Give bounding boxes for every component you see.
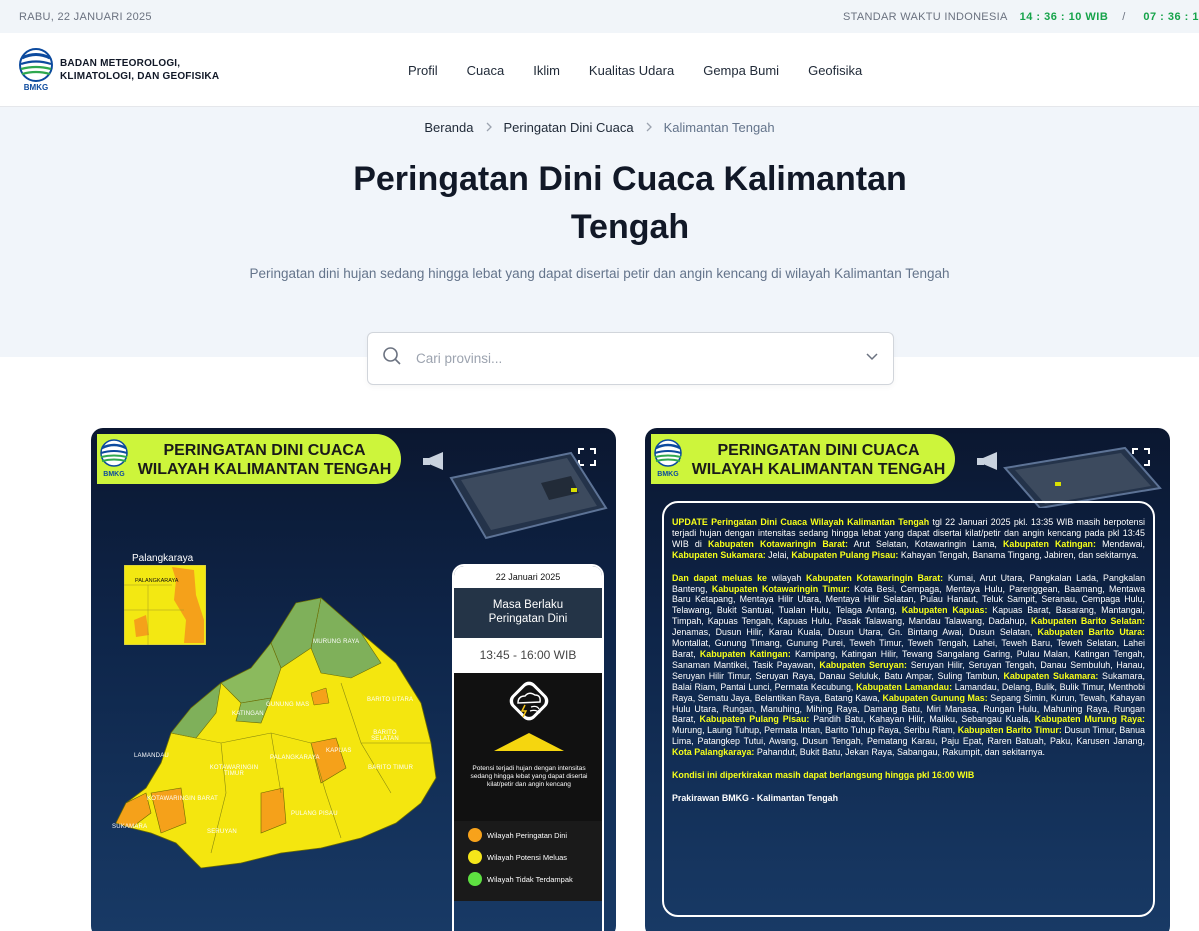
validity-line-2: Peringatan Dini xyxy=(488,613,568,625)
logo-line-2: KLIMATOLOGI, DAN GEOFISIKA xyxy=(60,70,220,82)
chevron-right-icon xyxy=(484,119,494,135)
map-label: SERUYAN xyxy=(207,829,237,835)
card-title-line-1: PERINGATAN DINI CUACA xyxy=(163,442,366,459)
bulletin-region: Dan dapat meluas ke xyxy=(672,572,767,583)
bulletin-text: Jenamas, Dusun Hilir, Karau Kuala, Dusun Utara, Gn. Bintang Awai, Dusun Selatan, xyxy=(672,627,1038,638)
inset-title: Palangkaraya xyxy=(132,553,194,564)
legend-swatch xyxy=(468,872,482,886)
legend-label: Wilayah Peringatan Dini xyxy=(487,830,568,840)
svg-text:PALANGKARAYA: PALANGKARAYA xyxy=(135,578,179,584)
bulletin-text: Mendawai, xyxy=(1095,538,1145,549)
validity-line-1: Masa Berlaku xyxy=(492,599,564,611)
bulletin-signature: Prakirawan BMKG - Kalimantan Tengah xyxy=(672,792,839,803)
map-label: SUKAMARA xyxy=(112,824,148,830)
bulletin-region: UPDATE Peringatan Dini Cuaca Wilayah Kalimantan Tengah xyxy=(672,517,930,527)
bulletin-text: Dusun Timur, Banua Lima, Patangkep Tutui, Awang, Dusun Tengah, Pematang Karau, Paju Epat, Raren Batuah, Paku, Karusen Janang, xyxy=(672,725,1145,747)
map-label: MURUNG RAYA xyxy=(313,639,360,645)
bulletin-text: Montallat, Gunung Timang, Gunung Purei, Teweh Timur, Teweh Tengah, Lahei, Teweh Baru, Teweh Selatan, Lahei Barat, xyxy=(672,638,1145,659)
card-title-banner xyxy=(651,434,955,484)
chevron-down-icon[interactable] xyxy=(865,349,879,368)
bulletin-region: Kabupaten Katingan: xyxy=(699,648,791,659)
bmkg-logo-icon xyxy=(99,439,129,479)
bulletin-region: Kabupaten Kotawaringin Barat: xyxy=(806,572,944,583)
card-title-banner xyxy=(97,434,401,484)
map-label: KOTAWARINGIN TIMUR xyxy=(209,765,259,777)
storm-warning-icon xyxy=(484,681,574,761)
breadcrumb-beranda[interactable]: Beranda xyxy=(424,119,474,135)
map-label: GUNUNG MAS xyxy=(266,702,310,708)
logo-line-1: BADAN METEOROLOGI, xyxy=(60,57,181,69)
bulletin-region: Kabupaten Pulang Pisau: xyxy=(791,549,899,560)
hazard-description: Potensi terjadi hujan dengan intensitas sedang hingga lebat yang dapat disertai kilat/petir dan angin kencang xyxy=(470,765,588,789)
map-label: KOTAWARINGIN BARAT xyxy=(147,796,218,802)
legend-item xyxy=(468,849,602,865)
bulletin-region: Kabupaten Barito Timur: xyxy=(957,725,1062,736)
site-header xyxy=(0,33,1199,107)
main-nav xyxy=(408,33,862,107)
nav-kualitas-udara[interactable]: Kualitas Udara xyxy=(588,62,675,78)
bulletin-region: Kabupaten Murung Raya: xyxy=(1034,714,1145,725)
legend-swatch xyxy=(468,850,482,864)
bulletin-region: Kabupaten Sukamara: xyxy=(1003,670,1099,681)
svg-text:BMKG: BMKG xyxy=(23,82,49,92)
bulletin-text: Pandih Batu, Kahayan Hilir, Maliku, Sebangau Kuala, xyxy=(809,714,1035,725)
bulletin-text: Sepang Simin, Kurun, Tewah, Kahayan Hulu Utara, Rungan, Manuhing, Mihing Raya, Damang Batu, Miri Manasa, Rungan Hulu, Mahuning Raya, Rungan Barat, xyxy=(672,692,1145,725)
map-label: PULANG PISAU xyxy=(291,811,338,817)
bulletin-text: Kahayan Tengah, Banama Tingang, Jabiren, dan sekitarnya. xyxy=(898,549,1139,560)
bulletin-region: Kota Palangkaraya: xyxy=(672,747,755,758)
validity-time: 13:45 - 16:00 WIB xyxy=(454,638,602,673)
bulletin-region: Kabupaten Lamandau: xyxy=(856,681,953,692)
warning-map-card xyxy=(91,428,616,931)
bulletin-region: Kabupaten Kotawaringin Barat: xyxy=(707,538,848,549)
bulletin-paragraph-3: Kondisi ini diperkirakan masih dapat berlangsung hingga pkl 16:00 WIB xyxy=(672,770,975,781)
bulletin-region: Kabupaten Barito Utara: xyxy=(1037,627,1145,638)
map-label: KAPUAS xyxy=(326,748,352,754)
weather-hazard-box xyxy=(454,673,602,821)
bulletin-text: Kota Besi, Cempaga, Mentaya Hulu, Parenggean, Baamang, Mentawa Baru Ketapang, Mentaya Hilir Utara, Mentaya Hilir Selatan, Pulau Hanaut, Teluk Sampit, Seranau, Cempaga Hulu, Telawang, Bukit Santuai, Tualan Hulu, Telaga Antang, xyxy=(672,583,1146,616)
map-label: BARITO UTARA xyxy=(367,697,414,703)
clock-area xyxy=(843,11,1199,23)
logo-text xyxy=(60,57,219,83)
bulletin-region: Kabupaten Katingan: xyxy=(1003,538,1096,549)
legend-swatch xyxy=(468,828,482,842)
province-search[interactable] xyxy=(367,332,894,385)
clock-separator: / xyxy=(1122,10,1126,23)
tablet-illustration xyxy=(421,438,611,558)
bulletin-text: Jelai, xyxy=(765,549,792,560)
chevron-right-icon xyxy=(644,119,654,135)
nav-gempa-bumi[interactable]: Gempa Bumi xyxy=(703,62,780,78)
bulletin-text: Lamandau, Delang, Bulik, Bulik Timur, Menthobi Raya, Sematu Jaya, Belantikan Raya, Batang Kawa, xyxy=(672,681,1146,703)
bulletin-text: Pahandut, Bukit Batu, Jekan Raya, Sabangau, Rakumpit, dan sekitarnya. xyxy=(754,747,1045,758)
svg-text:BMKG: BMKG xyxy=(657,471,679,478)
timezone-label: STANDAR WAKTU INDONESIA xyxy=(843,10,1008,23)
bmkg-logo-icon xyxy=(19,48,53,92)
nav-profil[interactable]: Profil xyxy=(408,62,438,78)
map-legend xyxy=(454,821,602,901)
bulletin-text: Murung, Laung Tuhup, Permata Intan, Barito Tuhup Raya, Seribu Riam, xyxy=(672,725,958,736)
bulletin-text: Kamipang, Katingan Hilir, Tewang Sangalang Garing, Pulau Malan, Katingan Tengah, Sanaman Mantikei, Tasik Payawan, xyxy=(672,648,1145,670)
bulletin-region: Kabupaten Sukamara: xyxy=(672,549,766,560)
top-bar xyxy=(0,0,1199,33)
bulletin-text: Kumai, Arut Utara, Pangkalan Lada, Pangkalan Banteng, xyxy=(672,572,1145,594)
card-title-line-2: WILAYAH KALIMANTAN TENGAH xyxy=(691,461,946,478)
bulletin-text: Sukamara, Balai Riam, Pantai Lunci, Permata Kecubung, xyxy=(672,670,1145,692)
bulletin-text: Seruyan Hilir, Seruyan Tengah, Danau Sembuluh, Hanau, Seruyan Hilir Timur, Seruyan Raya, Danau Seluluk, Batu Ampar, Suling Tambun, xyxy=(672,659,1146,681)
bmkg-logo-icon xyxy=(653,439,683,479)
map-label: BARITO TIMUR xyxy=(368,765,414,771)
bmkg-logo-link[interactable] xyxy=(19,48,219,92)
bulletin-text: Arut Selatan, Kotawaringin Lama, xyxy=(847,538,1004,549)
bulletin-region: Kabupaten Barito Selatan: xyxy=(1030,616,1145,627)
clock-utc: 07 : 36 : 1 xyxy=(1143,10,1199,23)
card-title xyxy=(137,441,392,479)
legend-item xyxy=(468,871,602,887)
bulletin-paragraph-2 xyxy=(672,573,1145,758)
nav-iklim[interactable]: Iklim xyxy=(533,62,560,78)
clock-wib: 14 : 36 : 10 WIB xyxy=(1019,10,1109,23)
bulletin-region: Kabupaten Kotawaringin Timur: xyxy=(711,583,850,594)
legend-label: Wilayah Tidak Terdampak xyxy=(487,874,573,884)
page-title: Peringatan Dini Cuaca Kalimantan Tengah xyxy=(353,160,907,246)
map-label: PALANGKARAYA xyxy=(270,755,320,761)
page-subtitle: Peringatan dini hujan sedang hingga lebat yang dapat disertai petir dan angin kencang di wilayah Kalimantan Tengah xyxy=(249,266,950,281)
bulletin-region: Kabupaten Seruyan: xyxy=(819,659,907,670)
card-title xyxy=(691,441,946,479)
bulletin-text: Kapuas Barat, Basarang, Mantangai, Timpah, Kapuas Tengah, Kapuas Hulu, Pasak Talawang, Mandau Talawang, Dadahup, xyxy=(672,605,1146,627)
breadcrumb xyxy=(0,119,1199,135)
breadcrumb-current: Kalimantan Tengah xyxy=(663,119,775,135)
validity-heading xyxy=(454,588,602,638)
bulletin-region: Kabupaten Kapuas: xyxy=(901,605,988,616)
bulletin-text: wilayah xyxy=(767,572,806,583)
bulletin-paragraph-1 xyxy=(672,517,1145,561)
map-label: BARITO SELATAN xyxy=(371,730,399,742)
bulletin-text: tgl 22 Januari 2025 pkl. 13:35 WIB masih berpotensi terjadi hujan dengan intensitas sedang hingga lebat yang dapat disertai kilat/petir dan angin kencang pada pkl 13:45 WIB di xyxy=(672,517,1145,549)
bulletin-region: Kabupaten Gunung Mas: xyxy=(882,692,988,703)
card-title-line-1: PERINGATAN DINI CUACA xyxy=(717,442,920,459)
legend-item xyxy=(468,827,602,843)
nav-geofisika[interactable]: Geofisika xyxy=(808,62,863,78)
legend-label: Wilayah Potensi Meluas xyxy=(487,852,568,862)
nav-cuaca[interactable]: Cuaca xyxy=(466,62,505,78)
bulletin-region: Kabupaten Pulang Pisau: xyxy=(699,714,810,725)
svg-text:BMKG: BMKG xyxy=(103,471,125,478)
hero-section xyxy=(0,107,1199,357)
current-date: RABU, 22 JANUARI 2025 xyxy=(19,10,152,23)
map-label: KATINGAN xyxy=(232,711,264,717)
warning-date: 22 Januari 2025 xyxy=(454,566,602,588)
search-icon xyxy=(382,346,402,371)
search-input[interactable] xyxy=(416,351,865,366)
validity-panel xyxy=(452,564,604,931)
map-label: LAMANDAU xyxy=(134,753,169,759)
tablet-illustration xyxy=(975,438,1165,508)
card-title-line-2: WILAYAH KALIMANTAN TENGAH xyxy=(137,461,392,478)
warning-bulletin xyxy=(662,501,1155,917)
warning-text-card xyxy=(645,428,1170,931)
breadcrumb-peringatan[interactable]: Peringatan Dini Cuaca xyxy=(503,119,634,135)
